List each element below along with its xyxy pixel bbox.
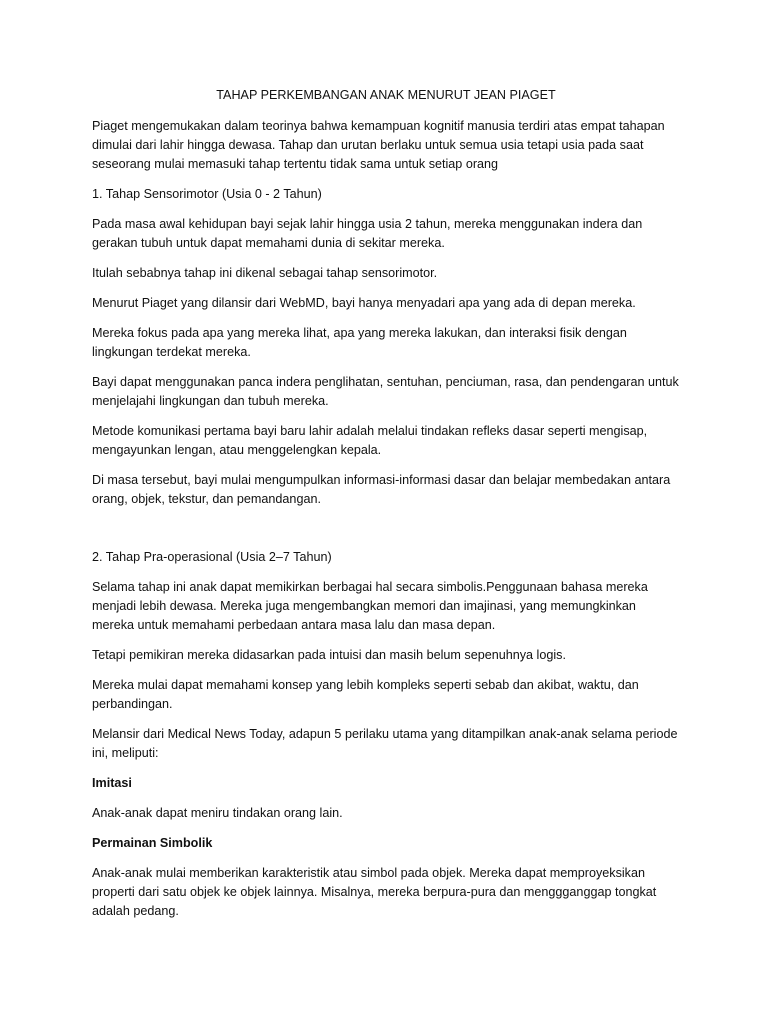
intro-paragraph: Piaget mengemukakan dalam teorinya bahwa kemampuan kognitif manusia terdiri atas empat tahapan dimulai dari lahir hingga dewasa. Tahap dan urutan berlaku untuk semua usia tetapi usia pada saat seseorang mulai memasuki tahap tertentu tidak sama untuk setiap orang — [92, 119, 665, 171]
spacer — [92, 520, 680, 548]
paragraph: Anak-anak mulai memberikan karakteristik atau simbol pada objek. Mereka dapat memproyeksikan properti dari satu objek ke objek lainnya. Misalnya, mereka berpura-pura dan menggganggap tongkat adalah pedang. — [92, 866, 657, 918]
paragraph: Metode komunikasi pertama bayi baru lahir adalah melalui tindakan refleks dasar seperti mengisap, mengayunkan lengan, atau menggelengkan kepala. — [92, 424, 648, 457]
section-heading-praoperasional: 2. Tahap Pra-operasional (Usia 2–7 Tahun) — [92, 550, 332, 564]
paragraph: Mereka mulai dapat memahami konsep yang lebih kompleks seperti sebab dan akibat, waktu, dan perbandingan. — [92, 678, 639, 711]
subheading-permainan-simbolik: Permainan Simbolik — [92, 836, 213, 850]
paragraph: Menurut Piaget yang dilansir dari WebMD, bayi hanya menyadari apa yang ada di depan mereka. — [92, 296, 636, 310]
paragraph: Anak-anak dapat meniru tindakan orang lain. — [92, 806, 343, 820]
paragraph: Melansir dari Medical News Today, adapun 5 perilaku utama yang ditampilkan anak-anak selama periode ini, meliputi: — [92, 727, 678, 760]
paragraph: Selama tahap ini anak dapat memikirkan berbagai hal secara simbolis.Penggunaan bahasa mereka menjadi lebih dewasa. Mereka juga mengembangkan memori dan imajinasi, yang memungkinkan mereka untuk memahami perbedaan antara masa lalu dan masa depan. — [92, 580, 648, 632]
paragraph: Mereka fokus pada apa yang mereka lihat, apa yang mereka lakukan, dan interaksi fisik dengan lingkungan terdekat mereka. — [92, 326, 627, 359]
paragraph: Di masa tersebut, bayi mulai mengumpulkan informasi-informasi dasar dan belajar membedakan antara orang, objek, tekstur, dan pemandangan. — [92, 473, 671, 506]
paragraph: Bayi dapat menggunakan panca indera penglihatan, sentuhan, penciuman, rasa, dan pendengaran untuk menjelajahi lingkungan dan tubuh mereka. — [92, 375, 679, 408]
subheading-imitasi: Imitasi — [92, 776, 132, 790]
document-title: TAHAP PERKEMBANGAN ANAK MENURUT JEAN PIAGET — [216, 88, 556, 102]
paragraph: Pada masa awal kehidupan bayi sejak lahir hingga usia 2 tahun, mereka menggunakan indera dan gerakan tubuh untuk dapat memahami dunia di sekitar mereka. — [92, 217, 643, 250]
paragraph: Tetapi pemikiran mereka didasarkan pada intuisi dan masih belum sepenuhnya logis. — [92, 648, 566, 662]
paragraph: Itulah sebabnya tahap ini dikenal sebagai tahap sensorimotor. — [92, 266, 438, 280]
section-heading-sensorimotor: 1. Tahap Sensorimotor (Usia 0 - 2 Tahun) — [92, 187, 322, 201]
